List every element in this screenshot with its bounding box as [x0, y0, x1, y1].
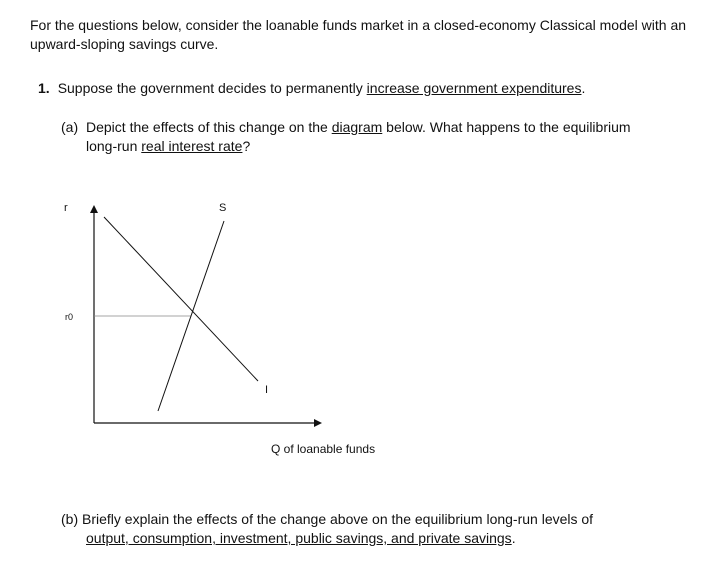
part-a-label: (a)	[61, 119, 79, 135]
savings-label: S	[219, 202, 227, 214]
part-a-underline-diagram: diagram	[331, 119, 383, 135]
part-a-text-4: ?	[242, 138, 251, 154]
question-1-text: Suppose the government decides to permanently	[57, 80, 367, 96]
part-a-text-2: below. What happens to the equilibrium	[382, 119, 631, 135]
investment-curve	[104, 217, 258, 381]
part-b	[61, 510, 676, 548]
part-a-text-3: long-run	[86, 138, 142, 154]
part-a-underline-rate: real interest rate	[141, 138, 243, 154]
part-b-underlined: output, consumption, investment, public savings, and private savings	[86, 530, 512, 546]
question-1-period: .	[581, 80, 586, 96]
part-b-label: (b)	[61, 511, 79, 527]
question-1-underlined: increase government expenditures	[366, 80, 582, 96]
intro-text: For the questions below, consider the loanable funds market in a closed-economy Classical model with an upward-sloping savings curve.	[30, 17, 687, 52]
equilibrium-rate-label: r0	[65, 312, 74, 322]
part-a-text-1: Depict the effects of this change on the	[86, 119, 332, 135]
investment-label: I	[265, 384, 269, 396]
x-axis-label: Q of loanable funds	[271, 442, 376, 456]
part-b-text-1: Briefly explain the effects of the change above on the equilibrium long-run levels of	[82, 511, 594, 527]
part-b-period: .	[511, 530, 516, 546]
y-axis-label: r	[64, 202, 68, 214]
part-b-line-2	[61, 529, 676, 548]
question-1-number: 1.	[38, 80, 50, 96]
